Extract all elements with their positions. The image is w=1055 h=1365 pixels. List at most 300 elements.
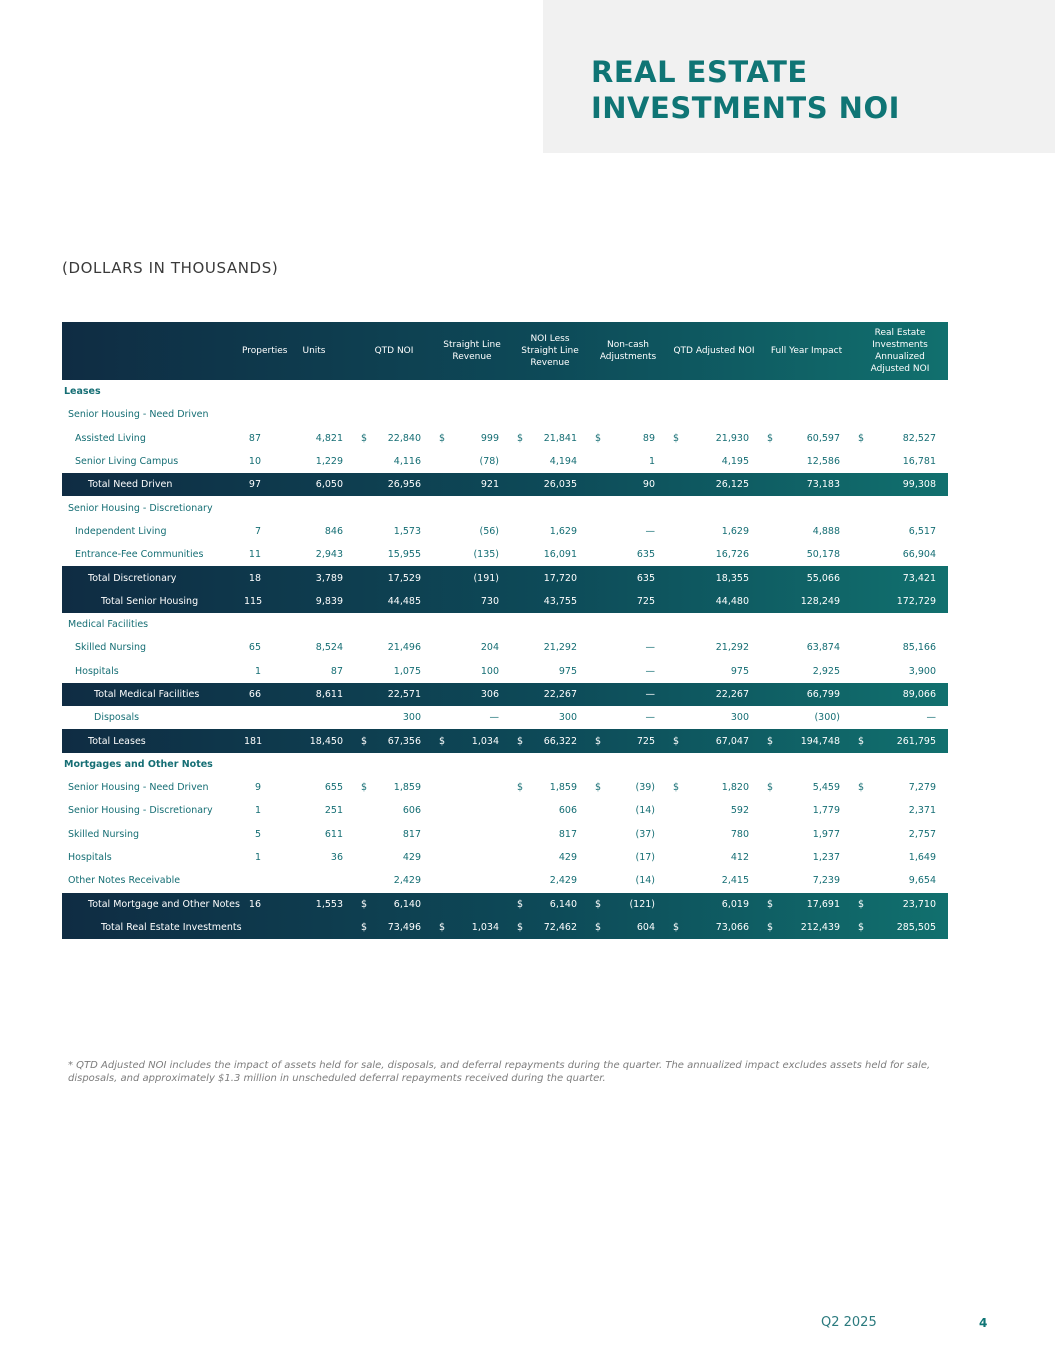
cell-value: 1 [648,456,655,468]
cell-value: (78) [479,456,499,468]
table-cell [273,706,355,729]
table-cell [852,869,948,892]
cell-value: 606 [558,805,577,817]
table-cell [667,473,761,496]
table-row [62,776,948,799]
row-label: Senior Housing - Need Driven [68,782,209,794]
currency-symbol: $ [858,921,865,933]
currency-symbol: $ [767,735,774,747]
cell-value: 90 [642,479,655,491]
table-row [62,520,948,543]
cell-value: 1 [254,852,261,864]
table-cell [238,916,273,939]
table-cell [852,566,948,589]
row-label: Mortgages and Other Notes [64,758,213,770]
cell-value: 1,034 [471,735,499,747]
table-cell [761,893,852,916]
table-cell [355,916,433,939]
cell-value: 921 [480,479,499,491]
row-label: Senior Housing - Discretionary [68,805,213,817]
table-cell [852,893,948,916]
cell-value: 172,729 [896,595,936,607]
cell-value: 300 [402,712,421,724]
table-cell [761,590,852,613]
table-cell [433,380,511,403]
column-header: Non-cash Adjustments [599,340,657,362]
table-row [62,427,948,450]
row-label: Medical Facilities [68,619,149,631]
cell-value: 7 [254,525,261,537]
cell-value: 592 [730,805,749,817]
cell-value: 10 [248,456,261,468]
table-cell [433,590,511,613]
table-cell [511,776,589,799]
cell-value: 261,795 [896,735,936,747]
cell-value: 7,279 [908,782,936,794]
table-cell [667,496,761,519]
column-header: Straight Line Revenue [443,340,501,362]
cell-value: (37) [635,828,655,840]
table-cell [852,753,948,776]
row-label: Total Senior Housing [101,595,199,607]
cell-value: 1,034 [471,921,499,933]
table-cell [589,473,667,496]
cell-value: 725 [636,735,655,747]
table-cell [355,427,433,450]
cell-value: 1,820 [721,782,749,794]
table-cell [667,613,761,636]
cell-value: 4,195 [721,456,749,468]
table-cell [667,636,761,659]
currency-symbol: $ [595,782,602,794]
table-cell [589,403,667,426]
table-cell [238,403,273,426]
table-cell [761,776,852,799]
currency-symbol: $ [517,735,524,747]
cell-value: 1,629 [721,525,749,537]
cell-value: 12,586 [806,456,840,468]
cell-value: 3,789 [315,572,343,584]
table-cell [589,683,667,706]
cell-value: 1,859 [549,782,577,794]
row-label: Independent Living [75,525,167,537]
cell-value: 1,553 [315,898,343,910]
cell-value: 611 [324,828,343,840]
currency-symbol: $ [858,735,865,747]
currency-symbol: $ [767,898,774,910]
table-cell [852,823,948,846]
report-period: Q2 2025 [821,1315,877,1330]
currency-symbol: $ [595,898,602,910]
table-cell [433,520,511,543]
table-cell [511,846,589,869]
table-cell [355,473,433,496]
table-cell [238,823,273,846]
table-cell [273,450,355,473]
column-header: Real Estate Investments Annualized Adjusted NOI [870,328,930,374]
table-row [62,823,948,846]
table-cell [273,823,355,846]
page-title-line-2: INVESTMENTS NOI [591,91,900,125]
table-cell [355,636,433,659]
table-cell [355,520,433,543]
table-cell [238,380,273,403]
table-cell [852,799,948,822]
table-cell [511,823,589,846]
row-label: Total Need Driven [88,479,173,491]
cell-value: 1,649 [908,852,936,864]
table-cell [667,846,761,869]
table-cell [433,729,511,752]
cell-value: 18,450 [309,735,343,747]
cell-value: 21,292 [543,642,577,654]
cell-value: — [645,689,655,700]
table-cell [273,799,355,822]
group-row [62,613,948,636]
table-cell [852,846,948,869]
cell-value: 1,229 [315,456,343,468]
table-cell [852,543,948,566]
cell-value: 2,429 [549,875,577,887]
cell-value: 87 [330,665,343,677]
cell-value: 2,429 [393,875,421,887]
cell-value: 1,977 [812,828,840,840]
cell-value: 18,355 [715,572,749,584]
cell-value: 9,654 [908,875,936,887]
table-cell [589,450,667,473]
cell-value: 725 [636,595,655,607]
table-body [62,380,948,939]
table-cell [852,636,948,659]
currency-symbol: $ [595,735,602,747]
cell-value: 23,710 [902,898,936,910]
cell-value: 6,019 [721,898,749,910]
table-cell [433,427,511,450]
currency-symbol: $ [767,921,774,933]
cell-value: (191) [473,572,499,584]
table-cell [852,660,948,683]
currency-symbol: $ [673,735,680,747]
table-cell [273,613,355,636]
cell-value: 780 [730,828,749,840]
cell-value: (135) [473,549,499,561]
row-label: Entrance-Fee Communities [75,549,204,561]
table-cell [238,496,273,519]
table-cell [667,427,761,450]
row-label: Hospitals [68,852,112,864]
table-cell [273,427,355,450]
cell-value: 21,841 [543,432,577,444]
table-cell [511,403,589,426]
table-cell [355,590,433,613]
currency-symbol: $ [361,921,368,933]
table-cell [238,613,273,636]
table-row [62,799,948,822]
cell-value: 66,799 [806,689,840,700]
cell-value: 63,874 [806,642,840,654]
cell-value: 55,066 [806,572,840,584]
cell-value: 26,125 [715,479,749,491]
table-cell [667,590,761,613]
table-cell [589,869,667,892]
table-row [62,636,948,659]
cell-value: 7,239 [812,875,840,887]
table-cell [589,799,667,822]
currency-symbol: $ [361,898,368,910]
table-row [62,660,948,683]
total-row [62,729,948,752]
cell-value: 2,757 [908,828,936,840]
table-cell [589,427,667,450]
cell-value: 73,421 [902,572,936,584]
cell-value: (121) [629,898,655,910]
cell-value: 66 [248,689,261,700]
cell-value: 6,517 [908,525,936,537]
currency-symbol: $ [439,432,446,444]
table-cell [511,729,589,752]
column-header: NOI Less Straight Line Revenue [521,334,579,368]
page-title-line-1: REAL ESTATE [591,55,808,89]
cell-value: 1 [254,805,261,817]
group-row [62,403,948,426]
table-cell [667,683,761,706]
row-label: Disposals [94,712,140,724]
row-label: Skilled Nursing [68,828,140,840]
cell-value: 66,904 [902,549,936,561]
table-cell [238,706,273,729]
table-cell [511,893,589,916]
table-cell [852,496,948,519]
currency-symbol: $ [595,921,602,933]
cell-value: 412 [730,852,749,864]
table-cell [511,799,589,822]
cell-value: 1,237 [812,852,840,864]
cell-value: 115 [244,595,263,607]
row-label: Hospitals [75,665,119,677]
table-cell [273,590,355,613]
cell-value: 73,066 [715,921,749,933]
cell-value: 2,415 [721,875,749,887]
column-header: Units [302,346,326,356]
row-label: Other Notes Receivable [68,875,181,887]
currency-symbol: $ [517,432,524,444]
table-cell [589,590,667,613]
table-cell [667,916,761,939]
cell-value: 5,459 [812,782,840,794]
table-cell [511,706,589,729]
table-cell [589,496,667,519]
cell-value: 212,439 [800,921,840,933]
row-label: Assisted Living [75,432,146,444]
table-cell [433,823,511,846]
table-cell [761,427,852,450]
table-cell [511,496,589,519]
table-cell [761,613,852,636]
table-cell [761,823,852,846]
table-cell [238,543,273,566]
table-cell [589,636,667,659]
table-cell [667,660,761,683]
table-cell [511,450,589,473]
section-row [62,753,948,776]
table-cell [852,380,948,403]
cell-value: 100 [480,665,499,677]
cell-value: 300 [558,712,577,724]
table-cell [761,566,852,589]
cell-value: 1,075 [393,665,421,677]
table-header-row [62,322,948,380]
cell-value: 22,840 [387,432,421,444]
table-cell [238,776,273,799]
cell-value: 4,116 [393,456,421,468]
table-cell [667,776,761,799]
table-cell [761,473,852,496]
cell-value: 16,091 [543,549,577,561]
table-cell [589,660,667,683]
table-cell [761,496,852,519]
table-cell [355,776,433,799]
cell-value: 17,529 [387,572,421,584]
table-cell [273,893,355,916]
table-cell [433,893,511,916]
row-label: Total Medical Facilities [94,689,200,700]
table-cell [355,753,433,776]
table-cell [511,683,589,706]
cell-value: 635 [636,572,655,584]
table-cell [667,566,761,589]
table-cell [667,520,761,543]
table-cell [852,776,948,799]
cell-value: 4,194 [549,456,577,468]
cell-value: 22,267 [715,689,749,700]
section-row [62,380,948,403]
cell-value: 26,035 [543,479,577,491]
table-cell [761,660,852,683]
page-title [591,54,900,126]
noi-table [62,322,948,939]
cell-value: 65 [248,642,261,654]
table-cell [433,496,511,519]
cell-value: 846 [324,525,343,537]
table-cell [511,520,589,543]
table-cell [511,916,589,939]
cell-value: 97 [248,479,261,491]
cell-value: 606 [402,805,421,817]
cell-value: 44,480 [715,595,749,607]
table-cell [667,403,761,426]
table-cell [238,473,273,496]
row-label: Total Discretionary [88,572,177,584]
cell-value: 2,371 [908,805,936,817]
table-cell [355,660,433,683]
table-cell [433,403,511,426]
cell-value: 18 [248,572,261,584]
table-cell [589,893,667,916]
table-cell [761,869,852,892]
table-cell [355,846,433,869]
cell-value: 251 [324,805,343,817]
table-cell [852,916,948,939]
table-cell [238,590,273,613]
table-row [62,450,948,473]
table-cell [852,729,948,752]
cell-value: — [645,642,655,654]
cell-value: 999 [480,432,499,444]
table-cell [355,893,433,916]
table-cell [511,660,589,683]
table-cell [761,683,852,706]
cell-value: 975 [558,665,577,677]
table-cell [511,566,589,589]
cell-value: 73,496 [387,921,421,933]
table-cell [273,660,355,683]
cell-value: 181 [244,735,263,747]
cell-value: (14) [635,875,655,887]
table-cell [273,403,355,426]
table-cell [589,520,667,543]
cell-value: 2,925 [812,665,840,677]
table-cell [589,706,667,729]
table-cell [852,427,948,450]
cell-value: 3,900 [908,665,936,677]
table-cell [852,590,948,613]
cell-value: 604 [636,921,655,933]
currency-symbol: $ [439,735,446,747]
table-cell [238,846,273,869]
table-cell [511,636,589,659]
cell-value: (14) [635,805,655,817]
cell-value: 21,496 [387,642,421,654]
cell-value: 1,779 [812,805,840,817]
table-cell [667,753,761,776]
cell-value: (39) [635,782,655,794]
table-cell [589,566,667,589]
currency-symbol: $ [673,432,680,444]
cell-value: 6,140 [549,898,577,910]
cell-value: — [926,712,936,724]
table-cell [589,776,667,799]
cell-value: 1,859 [393,782,421,794]
total-row [62,473,948,496]
table-cell [355,869,433,892]
table-cell [273,543,355,566]
cell-value: 22,267 [543,689,577,700]
table-cell [761,916,852,939]
cell-value: 1,573 [393,525,421,537]
table-cell [273,776,355,799]
table-cell [355,683,433,706]
table-cell [761,729,852,752]
cell-value: 9,839 [315,595,343,607]
table-cell [852,613,948,636]
table-cell [667,893,761,916]
table-cell [433,799,511,822]
table-cell [589,846,667,869]
currency-symbol: $ [517,898,524,910]
table-cell [273,753,355,776]
table-cell [238,869,273,892]
table-cell [355,566,433,589]
table-cell [238,636,273,659]
table-cell [355,403,433,426]
cell-value: (56) [479,525,499,537]
row-label: Senior Living Campus [75,456,179,468]
table-cell [511,590,589,613]
currency-symbol: $ [517,921,524,933]
currency-symbol: $ [439,921,446,933]
cell-value: 60,597 [806,432,840,444]
table-cell [273,729,355,752]
